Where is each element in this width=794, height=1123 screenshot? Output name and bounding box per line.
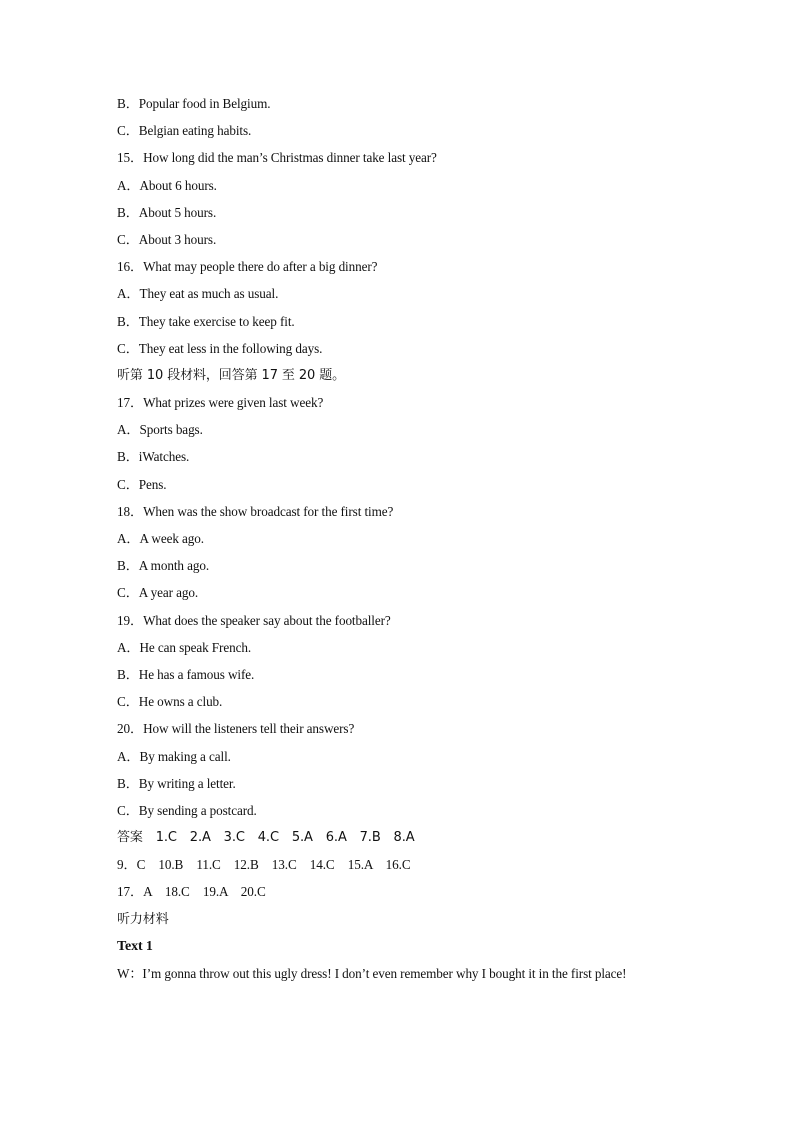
option-20c: C．By sending a postcard. — [117, 802, 257, 818]
section-instruction: 听第 10 段材料，回答第 17 至 20 题。 — [117, 367, 346, 383]
option-15c: C．About 3 hours. — [117, 231, 217, 247]
option-17c: C．Pens. — [117, 476, 167, 492]
option-16c: C．They eat less in the following days. — [117, 340, 323, 356]
answer-key-line-1: 答案 1.C 2.A 3.C 4.C 5.A 6.A 7.B 8.A — [117, 830, 415, 846]
text-1-dialogue: W：I’m gonna throw out this ugly dress! I don’t even remember why I bought it in the first place! — [117, 966, 627, 981]
option-17a: A．Sports bags. — [117, 422, 203, 438]
option-17b: B．iWatches. — [117, 449, 190, 465]
option-15b: B．About 5 hours. — [117, 204, 217, 220]
answer-key-line-2: 9．C 10.B 11.C 12.B 13.C 14.C 15.A 16.C — [117, 857, 411, 873]
option-15a: A．About 6 hours. — [117, 177, 217, 193]
question-19: 19．What does the speaker say about the footballer? — [117, 612, 391, 628]
option-19b: B．He has a famous wife. — [117, 666, 255, 682]
option-16a: A．They eat as much as usual. — [117, 286, 279, 302]
option-19a: A．He can speak French. — [117, 639, 252, 655]
question-18: 18．When was the show broadcast for the first time? — [117, 503, 394, 519]
option-19c: C．He owns a club. — [117, 694, 223, 710]
option-16b: B．They take exercise to keep fit. — [117, 313, 295, 329]
question-20: 20．How will the listeners tell their answers? — [117, 721, 355, 737]
option-14b: B．Popular food in Belgium. — [117, 96, 271, 111]
option-18b: B．A month ago. — [117, 558, 210, 574]
question-16: 16．What may people there do after a big dinner? — [117, 259, 378, 275]
option-18c: C．A year ago. — [117, 585, 199, 601]
listening-material-heading: 听力材料 — [117, 911, 169, 927]
text-1-heading: Text 1 — [117, 938, 153, 954]
answer-key-line-3: 17．A 18.C 19.A 20.C — [117, 884, 266, 900]
option-20b: B．By writing a letter. — [117, 775, 236, 791]
question-15: 15．How long did the man’s Christmas dinner take last year? — [117, 150, 437, 166]
document-page — [117, 90, 679, 987]
option-14c: C．Belgian eating habits. — [117, 123, 252, 139]
option-18a: A．A week ago. — [117, 531, 204, 546]
question-17: 17．What prizes were given last week? — [117, 395, 324, 411]
option-20a: A．By making a call. — [117, 748, 231, 764]
